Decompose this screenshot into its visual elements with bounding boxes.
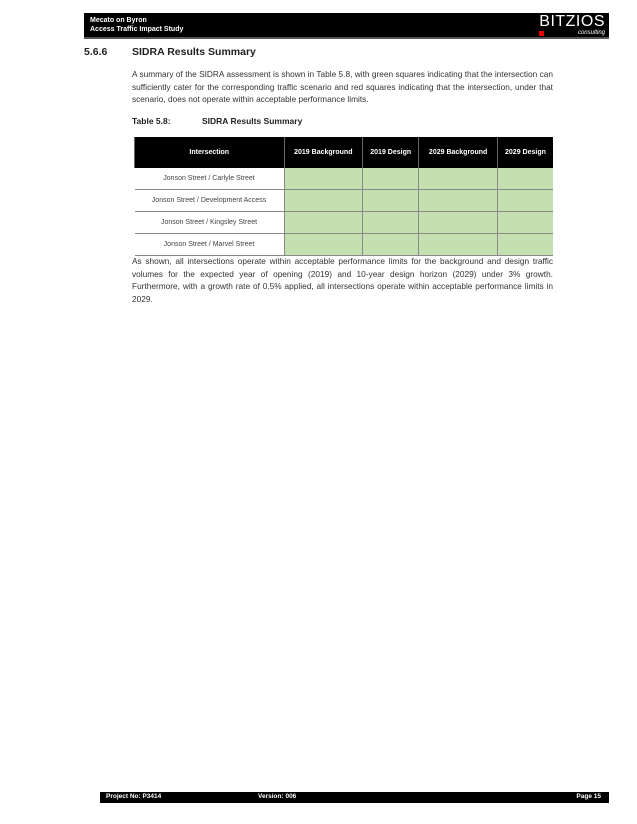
result-cell-green (497, 168, 553, 190)
intersection-name: Jonson Street / Development Access (135, 190, 285, 212)
intro-paragraph: A summary of the SIDRA assessment is shown in Table 5.8, with green squares indicating that the intersection can sufficiently cater for the corresponding traffic scenario and red squares indicating that the intersection, under that scenario, does not operate within acceptable performance limits. (132, 69, 553, 104)
bitzios-logo (525, 13, 605, 37)
intersection-name: Jonson Street / Kingsley Street (135, 212, 285, 234)
result-cell-green (497, 234, 553, 256)
section-number: 5.6.6 (84, 46, 108, 58)
table-row (135, 168, 554, 190)
sidra-results-table (134, 137, 553, 256)
result-cell-green (419, 168, 498, 190)
table-row (135, 190, 554, 212)
column-header: 2029 Background (419, 137, 498, 168)
result-cell-green (284, 168, 363, 190)
result-cell-green (284, 212, 363, 234)
intersection-name: Jonson Street / Marvel Street (135, 234, 285, 256)
table-row (135, 212, 554, 234)
header-title: Mecato on Byron (90, 17, 147, 24)
column-header: 2029 Design (497, 137, 553, 168)
table-title: SIDRA Results Summary (202, 116, 303, 126)
table-caption (132, 116, 302, 126)
result-cell-green (419, 212, 498, 234)
logo-subtitle: consulting (577, 30, 605, 36)
column-header: Intersection (135, 137, 285, 168)
result-cell-green (284, 234, 363, 256)
column-header: 2019 Background (284, 137, 363, 168)
intersection-name: Jonson Street / Carlyle Street (135, 168, 285, 190)
result-cell-green (363, 234, 419, 256)
result-cell-green (419, 234, 498, 256)
result-cell-green (284, 190, 363, 212)
table-number: Table 5.8: (132, 116, 171, 126)
result-cell-green (497, 212, 553, 234)
column-header: 2019 Design (363, 137, 419, 168)
project-number: Project No: P3414 (106, 793, 162, 800)
result-cell-green (363, 190, 419, 212)
logo-dot (539, 31, 544, 36)
result-cell-green (419, 190, 498, 212)
result-cell-green (363, 212, 419, 234)
logo-wordmark: BITZIOS (539, 13, 605, 30)
page-number: Page 15 (576, 793, 601, 800)
header-subtitle: Access Traffic Impact Study (90, 26, 184, 33)
page-header (84, 13, 609, 39)
version: Version: 006 (258, 793, 297, 800)
page-footer (100, 792, 609, 803)
table-row (135, 234, 554, 256)
section-title: SIDRA Results Summary (132, 46, 256, 58)
conclusion-paragraph: As shown, all intersections operate within acceptable performance limits for the background and design traffic volumes for the expected year of opening (2019) and 10-year design horizon (2029) under 3% growth. Furthermore, with a growth rate of 0.5% applied, all intersections operate within acceptable performance limits in 2029. (132, 256, 553, 304)
result-cell-green (497, 190, 553, 212)
result-cell-green (363, 168, 419, 190)
section-heading (84, 46, 256, 58)
